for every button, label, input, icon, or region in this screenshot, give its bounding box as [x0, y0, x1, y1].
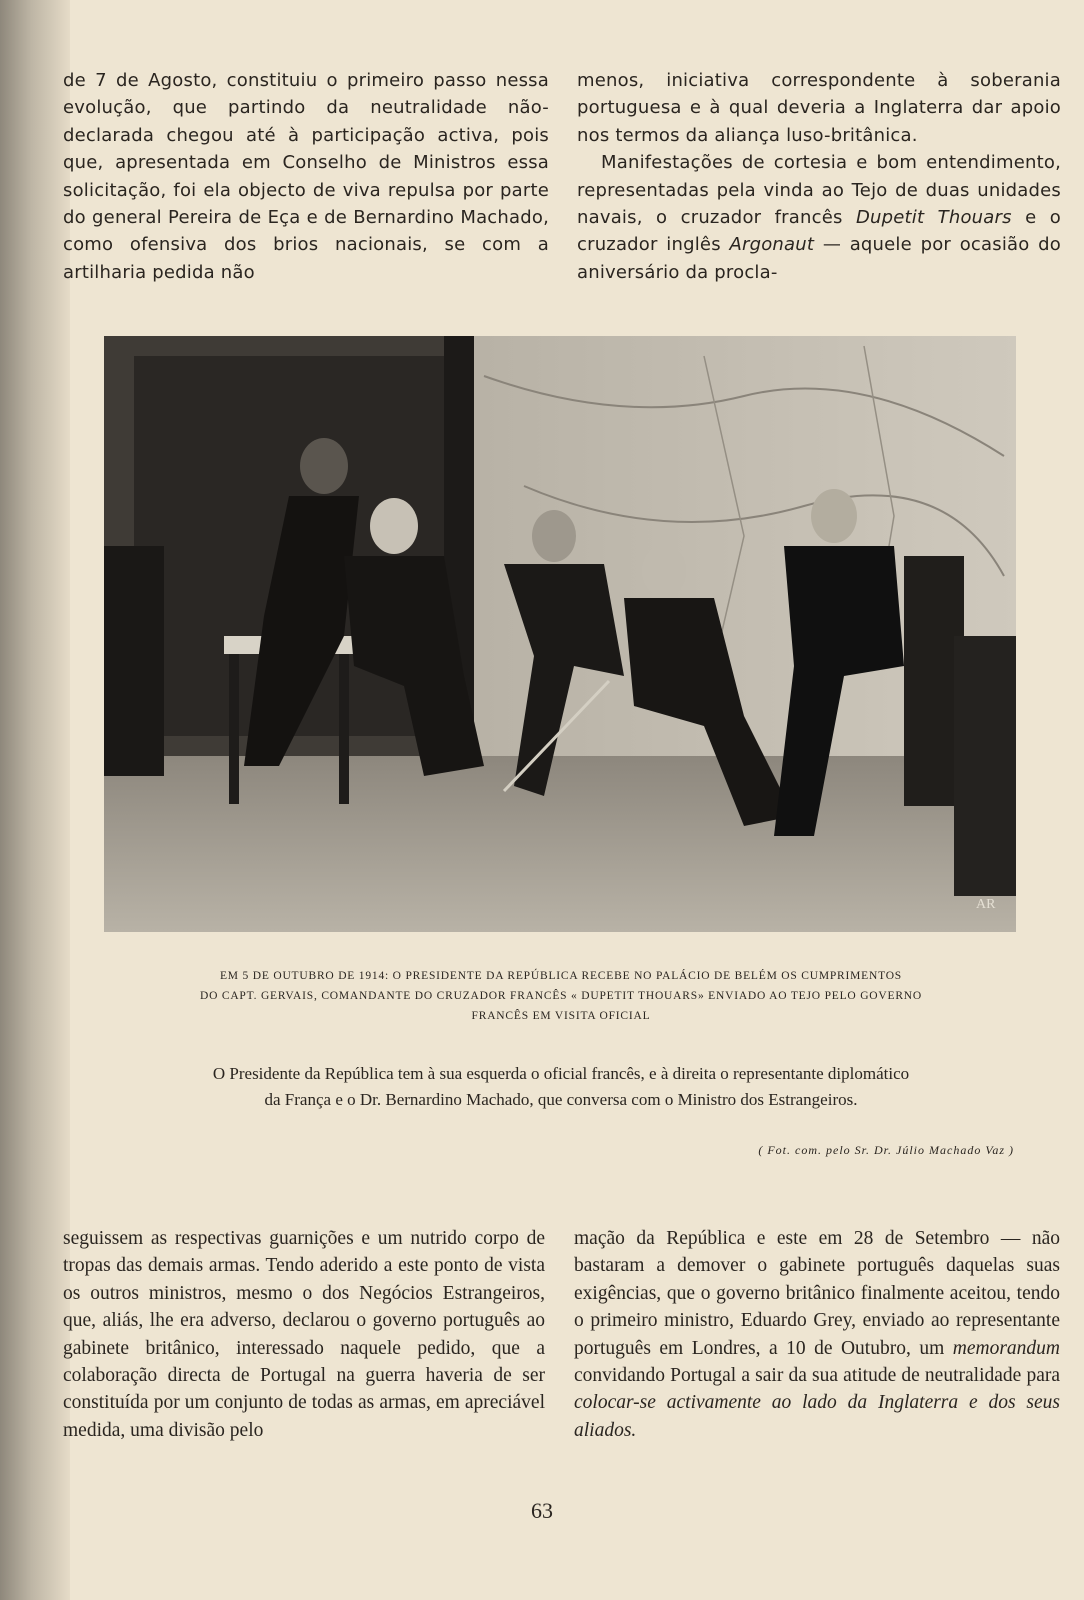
- bottom-right-text-column: [574, 1225, 1060, 1444]
- caption-line: DO CAPT. GERVAIS, COMANDANTE DO CRUZADOR FRANCÊS « DUPETIT THOUARS» ENVIADO AO TEJO PELO GOVERNO: [199, 990, 923, 1002]
- paragraph: [574, 1225, 1060, 1444]
- caption-line: FRANCÊS EM VISITA OFICIAL: [471, 1010, 651, 1022]
- page-number: 63: [531, 1498, 553, 1523]
- page-gutter-shadow: [0, 0, 70, 1600]
- text-span: mação da República e este em 28 de Setembro — não bastaram a demover o gabinete português daquelas suas exigências, que o governo britânico finalmente aceitou, tendo o primeiro ministro, Eduardo Grey, enviado ao representante português em Londres, a 10 de Outubro, um: [574, 1228, 1060, 1359]
- paragraph: de 7 de Agosto, constituiu o primeiro passo nessa evolução, que partindo da neutralidade não-declarada chegou até à participação activa, pois que, apresentada em Conselho de Ministros essa solicitação, foi ela objecto de viva repulsa por parte do general Pereira de Eça e de Bernardino Machado, como ofensiva dos brios nacionais, se com a artilharia pedida não: [63, 70, 549, 283]
- bottom-left-text-column: [63, 1225, 545, 1444]
- text-span: Manifestações de cortesia e bom entendimento, representadas pela vinda ao Tejo de duas unidades navais, o cruzador francês: [577, 152, 1061, 229]
- photographer-mark: AR: [976, 897, 996, 912]
- italic-term: memorandum: [952, 1337, 1060, 1359]
- ship-name: Argonaut: [729, 234, 815, 256]
- photo-credit: ( Fot. com. pelo Sr. Dr. Júlio Machado Vaz ): [758, 1143, 1014, 1157]
- ship-name: Dupetit Thouars: [855, 207, 1012, 229]
- italic-phrase: colocar-se activamente ao lado da Inglaterra e dos seus aliados.: [574, 1392, 1060, 1441]
- photo-caption-description: [100, 1061, 1022, 1113]
- photo-caption-title: [100, 966, 1022, 1026]
- photo-illustration: [104, 336, 1016, 932]
- top-left-text-column: [63, 67, 549, 286]
- paragraph: [577, 149, 1061, 286]
- text-span: — aquele por ocasião do aniversário da procla-: [577, 234, 1061, 283]
- text-span: convidando Portugal a sair da sua atitude de neutralidade para: [574, 1365, 1060, 1387]
- historical-photograph: [104, 336, 1016, 932]
- top-right-text-column: [577, 67, 1061, 286]
- caption-line: da França e o Dr. Bernardino Machado, que conversa com o Ministro dos Estrangeiros.: [264, 1090, 858, 1109]
- paragraph: menos, iniciativa correspondente à soberania portuguesa e à qual deveria a Inglaterra dar apoio nos termos da aliança luso-britânica.: [577, 70, 1061, 146]
- caption-line: EM 5 DE OUTUBRO DE 1914: O PRESIDENTE DA REPÚBLICA RECEBE NO PALÁCIO DE BELÉM OS CUMPRIMENTOS: [219, 970, 903, 982]
- text-span: e o cruzador inglês: [577, 207, 1061, 256]
- paragraph: seguissem as respectivas guarnições e um nutrido corpo de tropas das demais armas. Tendo aderido a este ponto de vista os outros ministros, mesmo o dos Negócios Estrangeiros, que, aliás, lhe era adverso, declarou o governo português ao gabinete britânico, interessado naquele pedido, que a colaboração directa de Portugal na guerra haveria de ser constituída por um conjunto de todas as armas, em apreciável medida, uma divisão pelo: [63, 1228, 545, 1441]
- caption-line: O Presidente da República tem à sua esquerda o oficial francês, e à direita o representante diplomático: [212, 1064, 910, 1083]
